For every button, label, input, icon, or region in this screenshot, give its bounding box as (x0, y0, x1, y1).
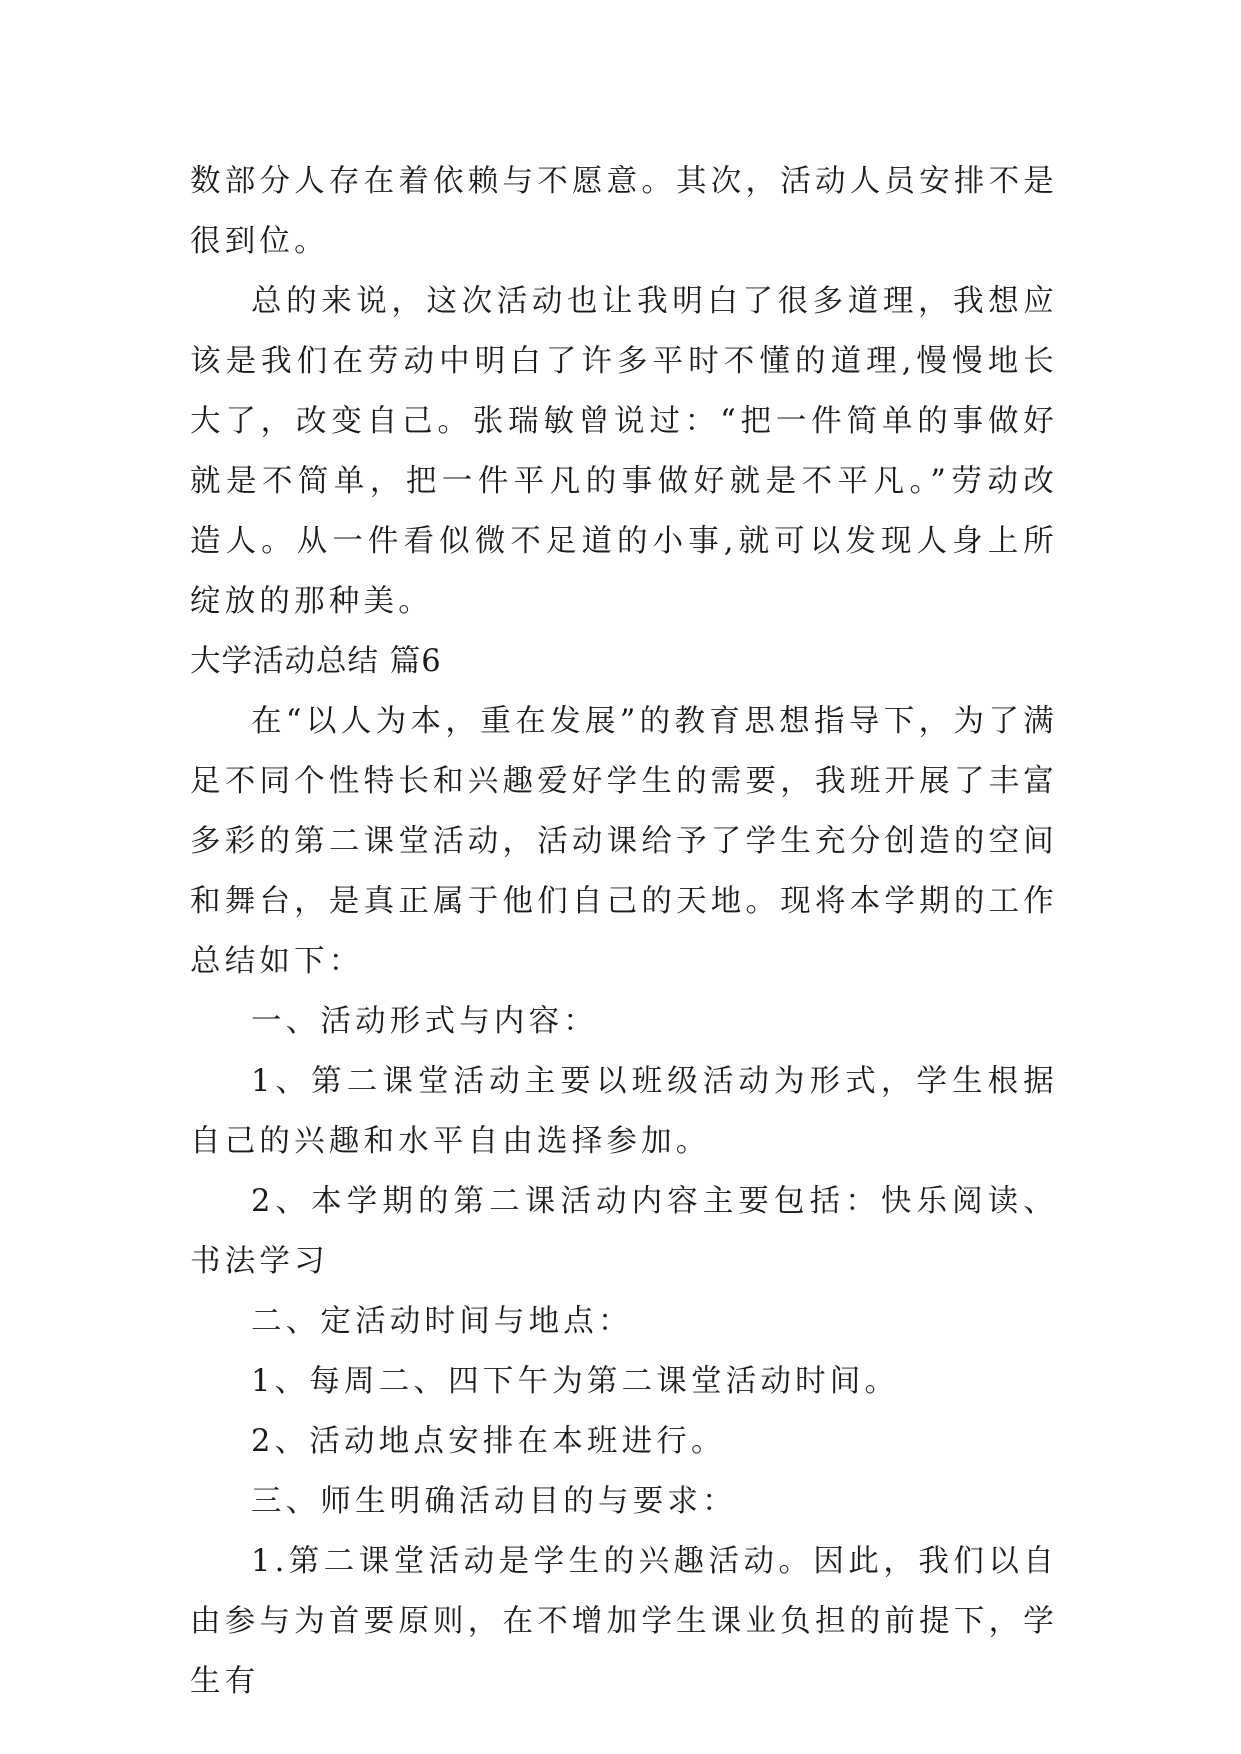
paragraph-2: 总的来说，这次活动也让我明白了很多道理，我想应该是我们在劳动中明白了许多平时不懂的道理,慢慢地长大了，改变自己。张瑞敏曾说过：“把一件简单的事做好就是不简单，把一件平凡的事做好就是不平凡。”劳动改造人。从一件看似微不足道的小事,就可以发现人身上所绽放的那种美。 (190, 284, 1058, 619)
paragraph-3: 在“以人为本，重在发展”的教育思想指导下，为了满足不同个性特长和兴趣爱好学生的需要，我班开展了丰富多彩的第二课堂活动，活动课给予了学生充分创造的空间和舞台，是真正属于他们自己的天地。现将本学期的工作总结如下： (190, 704, 1058, 979)
document-page (190, 152, 1058, 1712)
paragraph-5: 1、第二课堂活动主要以班级活动为形式，学生根据自己的兴趣和水平自由选择参加。 (190, 1064, 1058, 1159)
paragraph-8: 1、每周二、四下午为第二课堂活动时间。 (251, 1364, 900, 1399)
paragraph-11: 1.第二课堂活动是学生的兴趣活动。因此，我们以自由参与为首要原则，在不增加学生课业负担的前提下，学生有 (190, 1544, 1058, 1699)
paragraph-9: 2、活动地点安排在本班进行。 (251, 1424, 726, 1459)
paragraph-1: 数部分人存在着依赖与不愿意。其次，活动人员安排不是很到位。 (190, 164, 1058, 259)
paragraph-10: 三、师生明确活动目的与要求： (251, 1484, 737, 1519)
paragraph-7: 二、定活动时间与地点： (251, 1304, 633, 1339)
section-heading: 大学活动总结 篇6 (190, 644, 442, 679)
paragraph-6: 2、本学期的第二课活动内容主要包括：快乐阅读、书法学习 (190, 1184, 1058, 1279)
paragraph-4: 一、活动形式与内容： (251, 1004, 598, 1039)
